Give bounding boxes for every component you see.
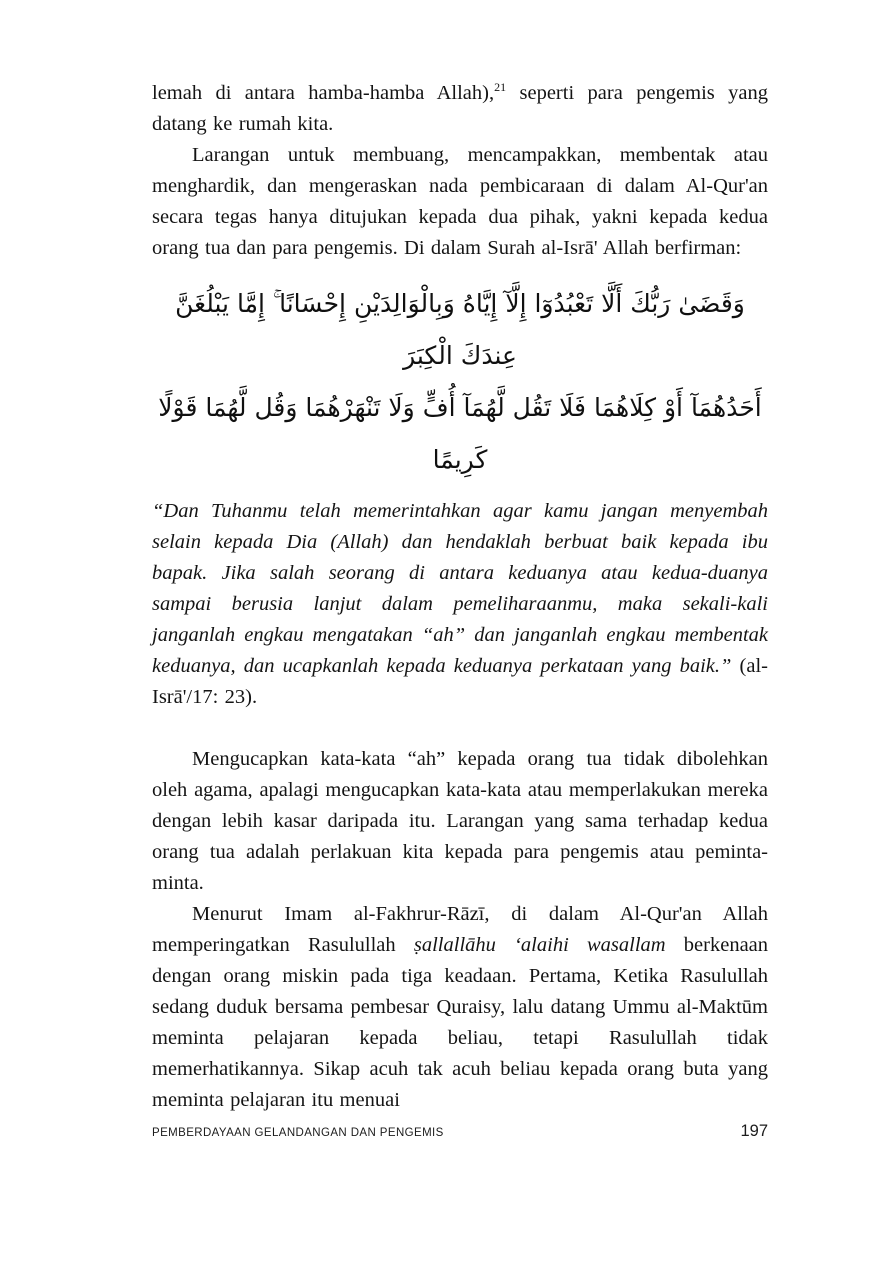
paragraph-mengucapkan: Mengucapkan kata-kata “ah” kepada orang tua tidak dibolehkan oleh agama, apalagi mengucapkan kata-kata atau memperlakukan mereka dengan lebih kasar daripada itu. Larangan yang sama terhadap kedua orang tua adalah perlakuan kita kepada para pengemis atau peminta-minta. [152,748,768,894]
page-footer [152,1122,768,1141]
verse-translation [152,496,768,713]
honorific-phrase: ṣallallāhu ‘alaihi wasallam [413,934,666,956]
running-title: PEMBERDAYAAN GELANDANGAN DAN PENGEMIS [152,1127,444,1139]
paragraph-text: berkenaan dengan orang miskin pada tiga keadaan. Pertama, Ketika Rasulullah sedang duduk bersama pembesar Quraisy, lalu datang Ummu al-Maktūm meminta pelajaran kepada beliau, tetapi Rasulullah tidak memerhatikannya. Sikap acuh tak acuh beliau kepada orang buta yang meminta pelajaran itu menuai [152,934,769,1111]
paragraph-text: lemah di antara hamba-hamba Allah), [152,82,495,104]
verse-citation: (al-Isrā'/17: 23). [152,655,768,708]
page-text-block [152,78,768,1116]
paragraph-text: seperti para pengemis yang datang ke rumah kita. [152,82,768,135]
paragraph-continuation [152,78,768,140]
arabic-verse-line-2: أَحَدُهُمَآ أَوْ كِلَاهُمَا فَلَا تَقُل لَّهُمَآ أُفٍّ وَلَا تَنْهَرْهُمَا وَقُل لَّهُمَا قَوْلًا كَرِيمًا [158,393,762,474]
page-number: 197 [740,1122,768,1140]
arabic-verse [152,278,768,486]
arabic-verse-line-1: وَقَضَىٰ رَبُّكَ أَلَّا تَعْبُدُوٓا إِلَّآ إِيَّاهُ وَبِالْوَالِدَيْنِ إِحْسَانًا ۚ إِمَّا يَبْلُغَنَّ عِندَكَ الْكِبَرَ [175,289,745,370]
paragraph-larangan: Larangan untuk membuang, mencampakkan, membentak atau menghardik, dan mengeraskan nada pembicaraan di dalam Al-Qur'an secara tegas hanya ditujukan kepada dua pihak, yakni kepada kedua orang tua dan para pengemis. Di dalam Surah al-Isrā' Allah berfirman: [152,144,768,259]
paragraph-menurut-imam [152,899,768,1116]
translation-quote-text: “Dan Tuhanmu telah memerintahkan agar kamu jangan menyembah selain kepada Dia (Allah) dan hendaklah berbuat baik kepada ibu bapak. Jika salah seorang di antara keduanya atau kedua-duanya sampai berusia lanjut dalam pemeliharaanmu, maka sekali-kali janganlah engkau mengatakan “ah” dan janganlah engkau membentak keduanya, dan ucapkanlah kepada keduanya perkataan yang baik.” [152,500,768,677]
paragraph-text: Menurut Imam al-Fakhrur-Rāzī, di dalam Al-Qur'an Allah memperingatkan Rasulullah [152,903,768,956]
footnote-reference: 21 [494,80,507,95]
